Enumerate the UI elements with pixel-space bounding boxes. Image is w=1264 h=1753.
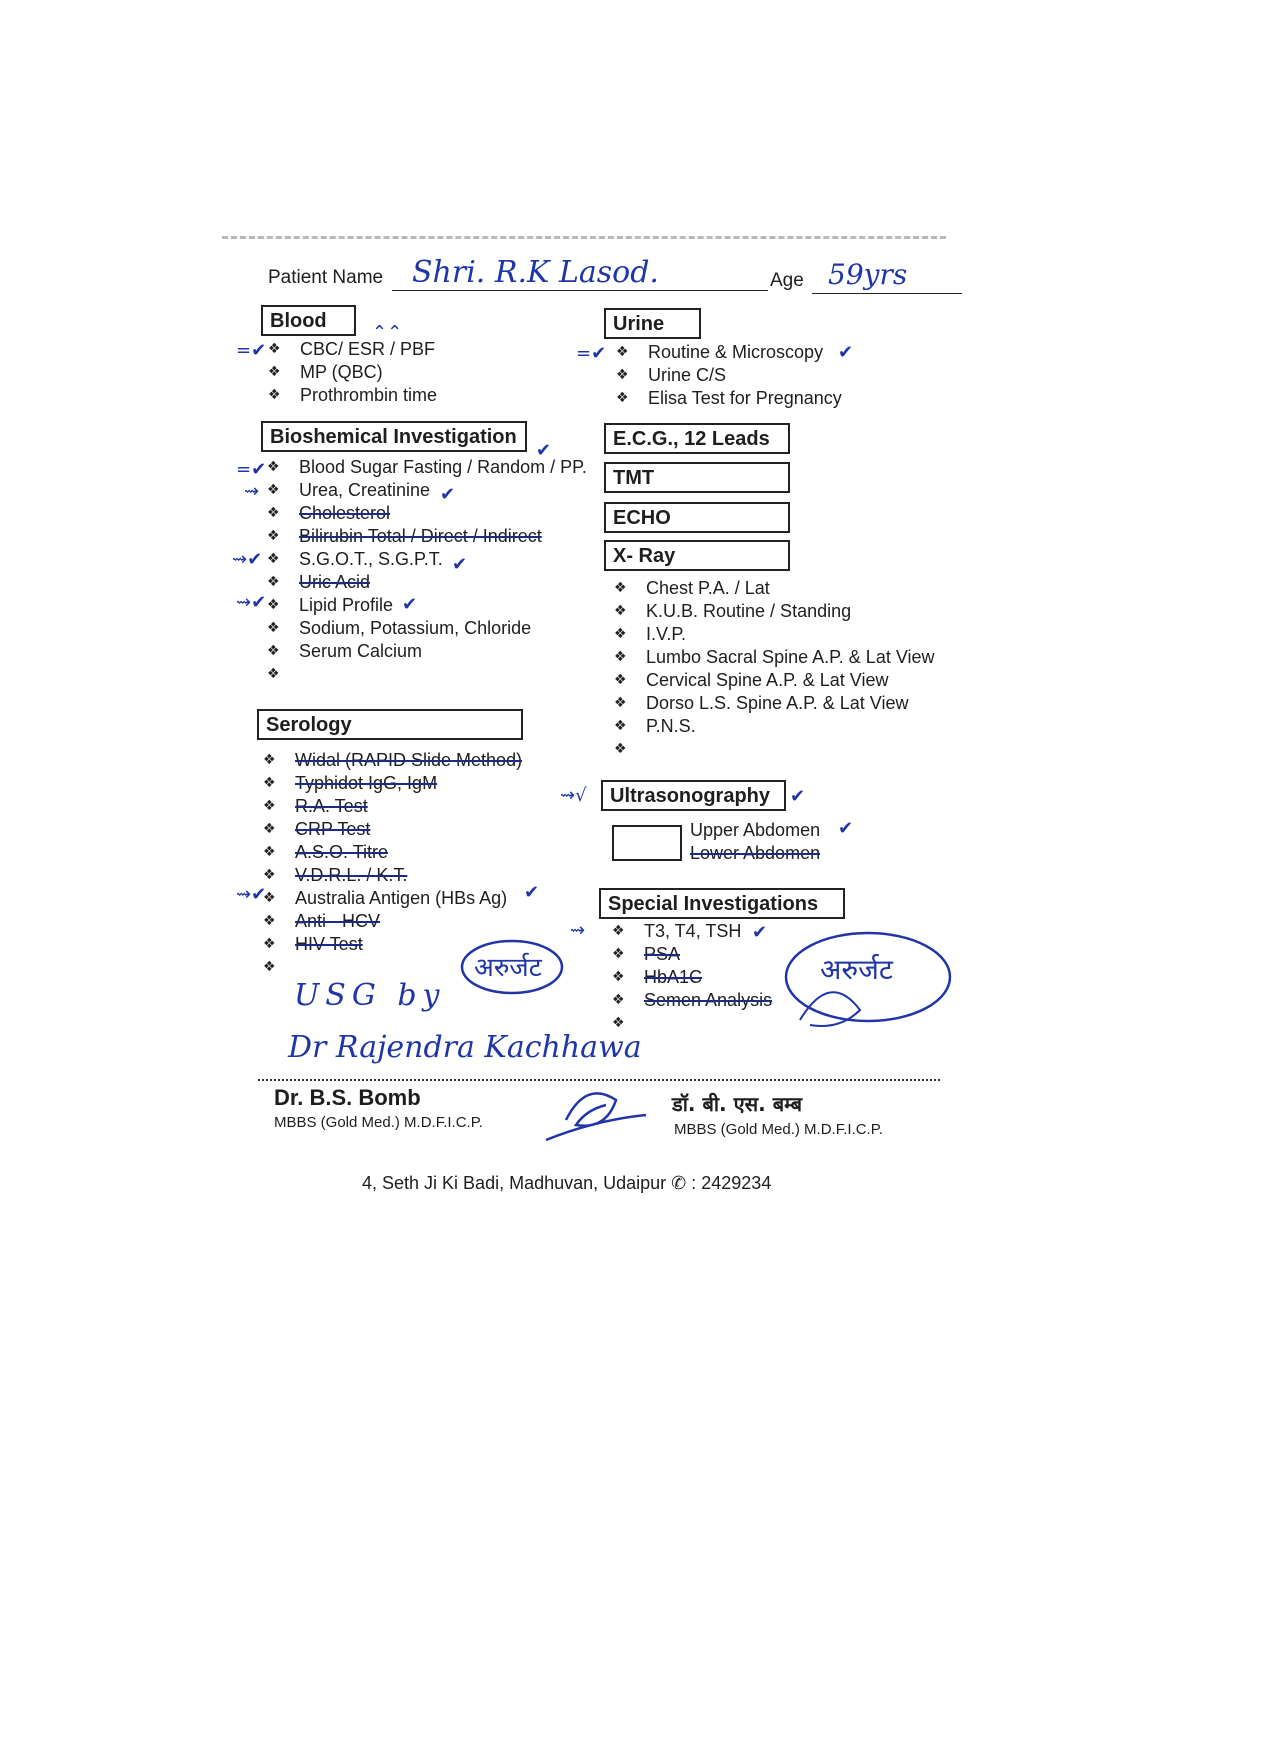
biochemical-item: ❖ Uric Acid xyxy=(261,571,587,594)
xray-item: ❖ P.N.S. xyxy=(608,715,935,738)
urine-item: ❖ Elisa Test for Pregnancy xyxy=(610,387,842,410)
ultrasonography-item-lower: Lower Abdomen xyxy=(690,843,821,863)
age-line xyxy=(812,293,962,294)
biochemical-item xyxy=(261,663,587,686)
special-investigations-heading: Special Investigations xyxy=(599,888,845,919)
special-item: ❖ T3, T4, TSH xyxy=(606,920,772,943)
xray-item xyxy=(608,738,935,761)
tmt-heading: TMT xyxy=(604,462,790,493)
referral-note: Dr Rajendra Kachhawa xyxy=(288,1030,642,1065)
tick-mark-icon: ⇝✔ xyxy=(236,884,267,905)
blood-list xyxy=(262,338,437,407)
ultrasonography-item-upper: Upper Abdomen xyxy=(690,820,821,840)
echo-heading: ECHO xyxy=(604,502,790,533)
tick-mark-icon: ✔ xyxy=(524,882,540,903)
tick-mark-icon: ✔ xyxy=(838,818,854,839)
biochemical-item: ❖ S.G.O.T., S.G.P.T. xyxy=(261,548,587,571)
qualification-hi: MBBS (Gold Med.) M.D.F.I.C.P. xyxy=(674,1121,883,1138)
serology-heading: Serology xyxy=(257,709,523,740)
tick-mark-icon: ⇝ xyxy=(570,920,586,941)
serology-item: ❖ A.S.O. Titre xyxy=(257,841,522,864)
biochemical-item: ❖ Cholesterol xyxy=(261,502,587,525)
doctor-name-hi: डॉ. बी. एस. बम्ब xyxy=(672,1092,803,1116)
ecg-heading: E.C.G., 12 Leads xyxy=(604,423,790,454)
tick-mark-icon: ⇝✔ xyxy=(232,549,263,570)
patient-name-value: Shri. R.K Lasod. xyxy=(412,255,659,290)
usg-note: USG by xyxy=(294,978,446,1013)
special-item: ❖ Semen Analysis xyxy=(606,989,772,1012)
blood-item: ❖ CBC/ ESR / PBF xyxy=(262,338,437,361)
serology-item: ❖ CRP Test xyxy=(257,818,522,841)
age-label: Age xyxy=(770,270,804,291)
tick-mark-icon: =✔ xyxy=(576,343,607,364)
biochemical-heading: Bioshemical Investigation xyxy=(261,421,527,452)
biochemical-list xyxy=(261,456,587,686)
tick-mark-icon: ⇝ xyxy=(244,481,260,502)
special-list xyxy=(606,920,772,1035)
urine-item: ❖ Urine C/S xyxy=(610,364,842,387)
blood-item: ❖ Prothrombin time xyxy=(262,384,437,407)
blood-item: ❖ MP (QBC) xyxy=(262,361,437,384)
urine-list xyxy=(610,341,842,410)
biochemical-item: ❖ Bilirubin Total / Direct / Indirect xyxy=(261,525,587,548)
biochemical-item: ❖ Sodium, Potassium, Chloride xyxy=(261,617,587,640)
tick-mark-icon: ✔ xyxy=(838,342,854,363)
stamp-right-text: अरुर्जट xyxy=(820,953,894,986)
tick-mark-icon: ⇝✔ xyxy=(236,592,267,613)
tick-mark-icon: ✔ xyxy=(440,484,456,505)
stamp-left-text: अरुर्जट xyxy=(474,953,542,983)
xray-item: ❖ K.U.B. Routine / Standing xyxy=(608,600,935,623)
patient-name-line xyxy=(392,290,768,291)
special-item: ❖ HbA1C xyxy=(606,966,772,989)
tick-mark-icon: ✔ xyxy=(452,554,468,575)
xray-heading: X- Ray xyxy=(604,540,790,571)
clinic-address: 4, Seth Ji Ki Badi, Madhuvan, Udaipur ✆ : 2429234 xyxy=(362,1173,772,1193)
urine-heading: Urine xyxy=(604,308,701,339)
xray-item: ❖ Lumbo Sacral Spine A.P. & Lat View xyxy=(608,646,935,669)
biochemical-item: ❖ Blood Sugar Fasting / Random / PP. xyxy=(261,456,587,479)
xray-list xyxy=(608,577,935,761)
serology-item: ❖ Australia Antigen (HBs Ag) xyxy=(257,887,522,910)
patient-name-label: Patient Name xyxy=(268,267,384,288)
perforation-edge xyxy=(222,236,946,247)
tick-mark-icon: =✔ xyxy=(236,340,267,361)
xray-item: ❖ Dorso L.S. Spine A.P. & Lat View xyxy=(608,692,935,715)
blood-heading: Blood xyxy=(261,305,356,336)
serology-item: ❖ R.A. Test xyxy=(257,795,522,818)
tick-mark-icon: ⌃⌃ xyxy=(372,322,403,343)
tick-mark-icon: ✔ xyxy=(790,786,806,807)
serology-item: ❖ V.D.R.L. / K.T. xyxy=(257,864,522,887)
biochemical-item: ❖ Lipid Profile xyxy=(261,594,587,617)
special-item: ❖ PSA xyxy=(606,943,772,966)
ultrasonography-heading: Ultrasonography xyxy=(601,780,786,811)
doctor-name-en: Dr. B.S. Bomb xyxy=(274,1085,421,1110)
biochemical-item: ❖ Serum Calcium xyxy=(261,640,587,663)
ultrasonography-bracket xyxy=(612,825,682,861)
serology-item: ❖ Anti - HCV xyxy=(257,910,522,933)
tick-mark-icon: ✔ xyxy=(752,922,768,943)
serology-item: ❖ Widal (RAPID Slide Method) xyxy=(257,749,522,772)
tick-mark-icon: ⇝√ xyxy=(560,785,587,806)
xray-item: ❖ Cervical Spine A.P. & Lat View xyxy=(608,669,935,692)
urine-item: ❖ Routine & Microscopy xyxy=(610,341,842,364)
xray-item: ❖ I.V.P. xyxy=(608,623,935,646)
serology-item: ❖ Typhidot IgG, IgM xyxy=(257,772,522,795)
age-value: 59yrs xyxy=(828,258,908,291)
serology-item: ❖ HIV Test xyxy=(257,933,522,956)
tick-mark-icon: ✔ xyxy=(402,594,418,615)
xray-item: ❖ Chest P.A. / Lat xyxy=(608,577,935,600)
qualification-en: MBBS (Gold Med.) M.D.F.I.C.P. xyxy=(274,1114,483,1131)
tick-mark-icon: =✔ xyxy=(236,459,267,480)
tick-mark-icon: ✔ xyxy=(536,440,552,461)
biochemical-item: ❖ Urea, Creatinine xyxy=(261,479,587,502)
